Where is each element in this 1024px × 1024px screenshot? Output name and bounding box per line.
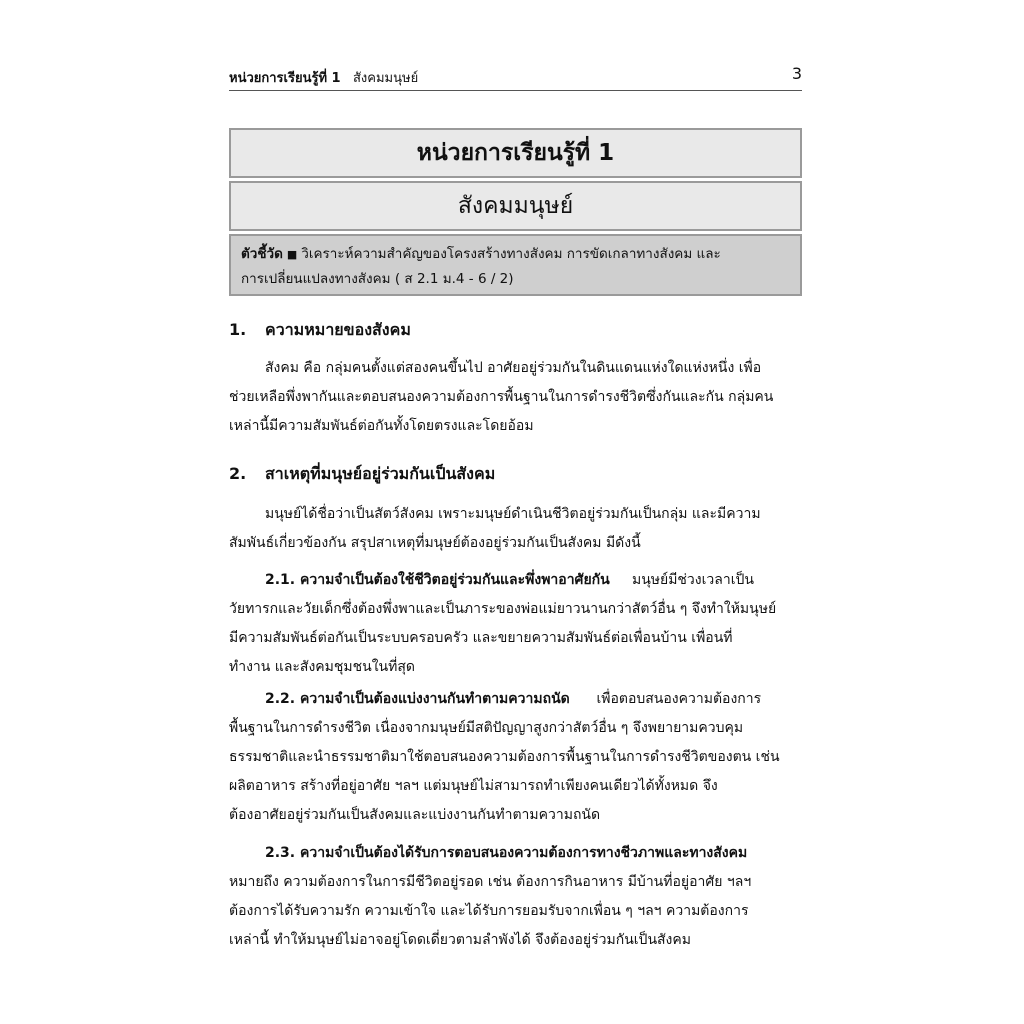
subsection-first-line <box>229 839 802 868</box>
running-unit-topic: สังคมมนุษย์ <box>353 71 419 86</box>
unit-title-box <box>229 128 802 178</box>
running-header <box>229 64 802 91</box>
paragraph-line: ธรรมชาติและนำธรรมชาติมาใช้ตอบสนองความต้องการพื้นฐานในการดำรงชีวิตของตน เช่น <box>229 749 780 765</box>
square-bullet-icon: ■ <box>286 248 298 261</box>
section-2-intro <box>229 500 802 558</box>
subsection-first-line <box>229 685 802 714</box>
subsection-first-line <box>229 566 802 595</box>
indicator-line-2: การเปลี่ยนแปลงทางสังคม ( ส 2.1 ม.4 - 6 / 2) <box>241 271 514 287</box>
paragraph-line: มนุษย์ได้ชื่อว่าเป็นสัตว์สังคม เพราะมนุษย์ดำเนินชีวิตอยู่ร่วมกันเป็นกลุ่ม และมีความ <box>265 506 761 522</box>
running-unit-label: หน่วยการเรียนรู้ที่ 1 <box>229 71 341 86</box>
paragraph-line: เหล่านี้มีความสัมพันธ์ต่อกันทั้งโดยตรงและโดยอ้อม <box>229 418 534 434</box>
paragraph-line: เหล่านี้ ทำให้มนุษย์ไม่อาจอยู่โดดเดี่ยวตามลำพังได้ จึงต้องอยู่ร่วมกันเป็นสังคม <box>229 932 691 948</box>
paragraph-line: หมายถึง ความต้องการในการมีชีวิตอยู่รอด เช่น ต้องการกินอาหาร มีบ้านที่อยู่อาศัย ฯลฯ <box>229 874 752 890</box>
subsection-2-3-heading: 2.3. ความจำเป็นต้องได้รับการตอบสนองความต้องการทางชีวภาพและทางสังคม <box>265 845 748 861</box>
section-1-title: ความหมายของสังคม <box>265 320 411 339</box>
paragraph-line: มีความสัมพันธ์ต่อกันเป็นระบบครอบครัว และขยายความสัมพันธ์ต่อเพื่อนบ้าน เพื่อนที่ <box>229 630 733 646</box>
paragraph-line: ช่วยเหลือพึ่งพากันและตอบสนองความต้องการพื้นฐานในการดำรงชีวิตซึ่งกันและกัน กลุ่มคน <box>229 389 774 405</box>
subsection-2-3 <box>229 839 802 955</box>
paragraph-line: วัยทารกและวัยเด็กซึ่งต้องพึ่งพาและเป็นภาระของพ่อแม่ยาวนานกว่าสัตว์อื่น ๆ จึงทำให้มนุษย์ <box>229 601 777 617</box>
paragraph-line: ทำงาน และสังคมชุมชนในที่สุด <box>229 659 415 675</box>
section-2-number: 2. <box>229 464 247 483</box>
section-2-title: สาเหตุที่มนุษย์อยู่ร่วมกันเป็นสังคม <box>265 464 496 483</box>
paragraph-line: สัมพันธ์เกี่ยวข้องกัน สรุปสาเหตุที่มนุษย์ต้องอยู่ร่วมกันเป็นสังคม มีดังนี้ <box>229 535 641 551</box>
section-2-heading <box>229 462 495 487</box>
unit-title: หน่วยการเรียนรู้ที่ 1 <box>416 140 615 166</box>
subsection-2-2-heading: 2.2. ความจำเป็นต้องแบ่งงานกันทำตามความถนัด <box>265 691 570 707</box>
section-1-heading <box>229 318 411 343</box>
unit-subtitle-box <box>229 181 802 231</box>
paragraph-line: ต้องอาศัยอยู่ร่วมกันเป็นสังคมและแบ่งงานกันทำตามความถนัด <box>229 807 601 823</box>
subsection-2-1-heading: 2.1. ความจำเป็นต้องใช้ชีวิตอยู่ร่วมกันและพึ่งพาอาศัยกัน <box>265 572 610 588</box>
section-1-paragraph <box>229 354 802 441</box>
paragraph-line: สังคม คือ กลุ่มคนตั้งแต่สองคนขึ้นไป อาศัยอยู่ร่วมกันในดินแดนแห่งใดแห่งหนึ่ง เพื่อ <box>265 360 762 376</box>
section-1-number: 1. <box>229 320 247 339</box>
paragraph-line: ต้องการได้รับความรัก ความเข้าใจ และได้รับการยอมรับจากเพื่อน ๆ ฯลฯ ความต้องการ <box>229 903 749 919</box>
subsection-2-1 <box>229 566 802 682</box>
paragraph-line: ผลิตอาหาร สร้างที่อยู่อาศัย ฯลฯ แต่มนุษย์ไม่สามารถทำเพียงคนเดียวได้ทั้งหมด จึง <box>229 778 718 794</box>
indicator-label: ตัวชี้วัด <box>241 246 283 262</box>
running-title <box>229 67 418 88</box>
subsection-2-2 <box>229 685 802 830</box>
unit-subtitle: สังคมมนุษย์ <box>457 193 574 219</box>
paragraph-line: พื้นฐานในการดำรงชีวิต เนื่องจากมนุษย์มีสติปัญญาสูงกว่าสัตว์อื่น ๆ จึงพยายามควบคุม <box>229 720 744 736</box>
subsection-2-2-lead: เพื่อตอบสนองความต้องการ <box>596 691 762 707</box>
page-number: 3 <box>791 64 802 83</box>
indicator-box <box>229 234 802 296</box>
subsection-2-1-lead: มนุษย์มีช่วงเวลาเป็น <box>631 572 754 588</box>
book-page <box>229 0 802 1024</box>
indicator-line-1: วิเคราะห์ความสำคัญของโครงสร้างทางสังคม การขัดเกลาทางสังคม และ <box>301 246 721 262</box>
